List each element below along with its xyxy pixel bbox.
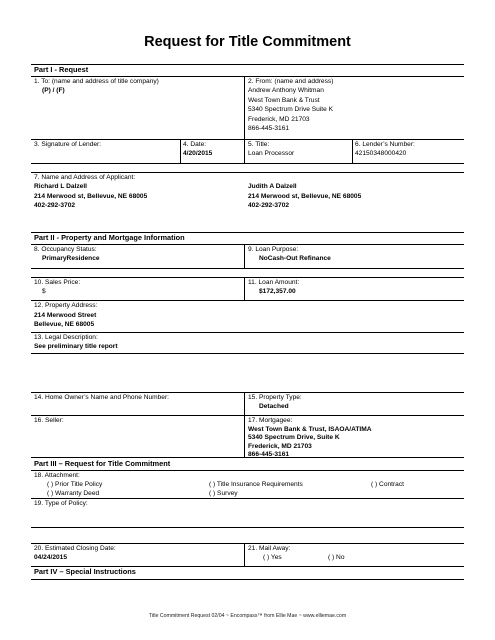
divider <box>31 353 464 354</box>
divider <box>244 277 245 300</box>
mortgagee-label: 17. Mortgagee: <box>248 417 293 424</box>
property-type-value: Detached <box>259 403 289 410</box>
divider <box>31 163 464 164</box>
seller-label: 16. Seller: <box>34 417 64 424</box>
applicant2-line: Judith A Dalzell <box>248 183 297 190</box>
occupancy-value: PrimaryResidence <box>42 255 100 262</box>
property-address-label: 12. Property Address: <box>34 302 98 309</box>
from-line: Andrew Anthony Whitman <box>248 87 324 94</box>
property-address-line: 214 Merwood Street <box>34 311 97 319</box>
loan-amount-label: 11. Loan Amount: <box>248 279 300 286</box>
date-value: 4/20/2015 <box>183 150 213 157</box>
part3-heading: Part III – Request for Title Commitment <box>34 459 171 468</box>
divider <box>244 415 245 457</box>
sales-price-label: 10. Sales Price: <box>34 279 81 286</box>
divider <box>180 139 181 163</box>
to-value: (P) / (F) <box>42 87 65 94</box>
mail-away-yes[interactable]: ( ) Yes <box>263 554 282 561</box>
from-line: West Town Bank & Trust <box>248 96 320 104</box>
legal-description-label: 13. Legal Description: <box>34 334 98 341</box>
to-label: 1. To: (name and address of title company) <box>34 78 159 85</box>
option-title-insurance-requirements[interactable]: ( ) Title Insurance Requirements <box>209 481 303 488</box>
sales-price-value: $ <box>42 288 46 295</box>
option-contract[interactable]: ( ) Contract <box>371 481 404 488</box>
lender-number-label: 6. Lender’s Number: <box>355 141 415 148</box>
loan-amount-value: $172,357.00 <box>259 288 296 295</box>
part1-heading: Part I - Request <box>34 65 89 74</box>
mail-away-no[interactable]: ( ) No <box>328 554 345 561</box>
title-label: 5. Title: <box>248 141 270 148</box>
attachment-label: 18. Attachment: <box>34 472 80 479</box>
applicant-label: 7. Name and Address of Applicant: <box>34 174 136 181</box>
divider <box>244 244 245 268</box>
mortgagee-line: 5340 Spectrum Drive, Suite K <box>248 434 340 441</box>
applicant1-line: 402-292-3702 <box>34 202 76 209</box>
applicant1-line: 214 Merwood st, Bellevue, NE 68005 <box>34 192 148 200</box>
divider <box>244 76 245 163</box>
page-footer: Title Commitment Request 02/04 ~ Encompass™ from Ellie Mae ~ www.elliemae.com <box>148 613 347 619</box>
occupancy-label: 8. Occupancy Status: <box>34 246 97 253</box>
part4-heading: Part IV – Special Instructions <box>34 567 136 576</box>
mortgagee-line: Frederick, MD 21703 <box>248 442 312 450</box>
signature-label: 3. Signature of Lender: <box>34 141 102 148</box>
mail-away-label: 21. Mail Away: <box>248 545 291 552</box>
option-prior-title-policy[interactable]: ( ) Prior Title Policy <box>47 481 103 488</box>
option-survey[interactable]: ( ) Survey <box>209 490 238 497</box>
property-address-line: Bellevue, NE 68005 <box>34 321 95 328</box>
divider <box>31 579 464 580</box>
option-warranty-deed[interactable]: ( ) Warranty Deed <box>47 490 100 497</box>
divider <box>352 139 353 163</box>
part3-top-rule <box>31 457 464 458</box>
divider <box>31 470 464 471</box>
lender-number-value: 42150348000420 <box>355 150 407 157</box>
divider <box>244 392 245 415</box>
from-line: 866-445-3161 <box>248 125 290 132</box>
from-label: 2. From: (name and address) <box>248 78 334 85</box>
divider <box>244 543 245 566</box>
part2-heading: Part II - Property and Mortgage Information <box>34 233 185 242</box>
mortgagee-line: 866-445-3161 <box>248 451 290 458</box>
purpose-value: NoCash-Out Refinance <box>259 255 331 262</box>
divider <box>31 527 464 528</box>
policy-type-label: 19. Type of Policy: <box>34 500 88 507</box>
applicant2-line: 402-292-3702 <box>248 202 290 209</box>
title-value: Loan Processor <box>248 150 295 157</box>
property-type-label: 15. Property Type: <box>248 394 302 401</box>
applicant1-line: Richard L Dalzell <box>34 183 88 190</box>
page-title: Request for Title Commitment <box>144 34 351 50</box>
closing-date-value: 04/24/2015 <box>34 554 68 561</box>
purpose-label: 9. Loan Purpose: <box>248 246 299 253</box>
from-line: 5340 Spectrum Drive Suite K <box>248 106 334 113</box>
divider <box>31 498 464 499</box>
applicant2-line: 214 Merwood st, Bellevue, NE 68005 <box>248 192 362 200</box>
closing-date-label: 20. Estimated Closing Date: <box>34 545 116 552</box>
divider <box>31 268 464 269</box>
date-label: 4. Date: <box>183 141 207 148</box>
from-line: Frederick, MD 21703 <box>248 115 310 123</box>
mortgagee-line: West Town Bank & Trust, ISAOA/ATIMA <box>248 425 372 433</box>
part1-top-rule <box>31 64 464 65</box>
legal-description-value: See preliminary title report <box>34 343 118 350</box>
owner-label: 14. Home Owner’s Name and Phone Number: <box>34 394 169 401</box>
